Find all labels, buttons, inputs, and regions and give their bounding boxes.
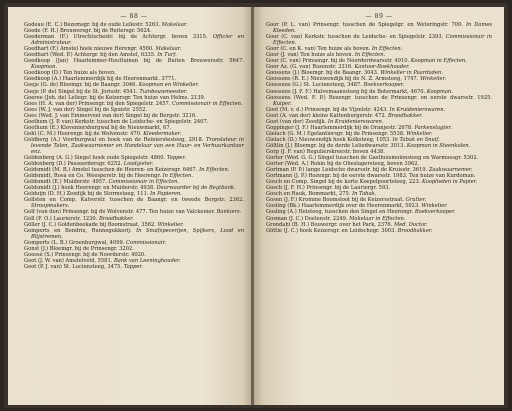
entry-occupation: Koopman. — [31, 64, 58, 71]
entry-occupation: Commissionair. — [126, 239, 167, 246]
entry-name: Gosch en Rauk, Bommarkt, 275. — [266, 191, 351, 198]
entry-occupation: Makelaar. — [155, 46, 182, 53]
entry-name: Goldsmidt, Rosa en Co. Weesperstr. bij de Heerengr. — [24, 173, 161, 180]
entry-name: Goot (J. W. van) Amstelveld, 5581. — [24, 257, 113, 264]
entry-name: Goor (J. van) Ten huize als boven. — [266, 52, 354, 59]
entry-name: Goedkoop (Jan) Haarlemmer-Houttuinen bij de Buiten Brouwersstr. 5647. — [24, 58, 244, 65]
entry-occupation: Bank van Leeninghouder. — [114, 257, 181, 264]
entry-occupation: Officier en Administrateur. — [31, 34, 245, 47]
entry-occupation: Kantoor-Boekhouder. — [354, 64, 410, 71]
entry-name: Goldberg (A.) Voorburgwal en hoek van de Reinierstesteeg, 2918. — [24, 136, 204, 143]
entry-occupation: In Tabak en Snuif. — [392, 136, 440, 143]
entry-name: Goossens (J.) Bloemgr. bij de Baangr. 3043. — [266, 70, 379, 77]
entry-name: Goot (van der) Zeedijk. — [266, 118, 327, 125]
entry-name: Grondahl (B. H.) Bouwergr. over het Park, 2376. — [266, 221, 393, 228]
entry-name: Goossens (R. E.) Nieuwendijk bij de N. Z. Armsteeg, 1747. — [266, 76, 419, 83]
entry-name: Goossens (G.) St. Luciensteeg, 3487. — [266, 82, 362, 89]
entry-occupation: Broodbakker. — [98, 215, 134, 222]
entry-name: Gosen (J. F.) Kromme Boomsloot bij de Keizersstraat. — [266, 197, 404, 204]
entry-name: Gohl (C. M.) Heerengr. bij de Wolvenstr. 470. — [24, 130, 142, 137]
entry-occupation: Commissionair in Effecten. — [273, 34, 492, 47]
entry-name: Goede (F. H.) Brouwersgr. bij de Reitersgr. 5624. — [24, 28, 152, 35]
left-page-number: — 88 — — [120, 13, 148, 20]
entry-occupation: Loodgieter. — [123, 161, 154, 168]
entry-name: Goes (H. A. van der) Prinsengr. bij den Spiegelstr. 2457. — [24, 100, 171, 107]
entry-name: Goor (P. L. van) Prinsengr. tusschen de Spiegelgr. en Weteringstr. 700. — [266, 22, 463, 28]
entry-occupation: Broodbakker. — [387, 112, 423, 119]
entry-name: Goor (C. en K. van) Ten huize als boven. — [266, 46, 371, 53]
entry-occupation: Kleedermaker. — [143, 130, 182, 137]
entry-occupation: Tuinbouwmeester. — [139, 88, 188, 95]
entry-name: Goot (A. van der) kleine Kattenburgerstr. 472. — [266, 112, 387, 119]
directory-entry — [24, 34, 244, 46]
right-page-number: — 89 — — [365, 13, 393, 20]
entry-occupation: Makelaar. — [161, 22, 188, 28]
directory-entry — [266, 22, 492, 34]
entry-occupation: Zaakwaarnemer. — [428, 167, 473, 174]
entry-occupation: Grutter. — [405, 197, 427, 204]
entry-occupation: Winkelier. — [419, 76, 447, 83]
entry-name: Goor (C. van) Prinsengr. bij de Noorderdwarsstr. 4910. — [266, 58, 410, 65]
entry-occupation: Bankiers. — [216, 209, 242, 216]
entry-name: Golf (van den) Prinsengr. bij de Wolvenstr. 477. Ten huize van Valckenier. — [24, 209, 215, 216]
entry-name: Goossens (J. F. F.) Halvemaanssteeg bij de Botermarkt, 4670. — [266, 88, 426, 95]
left-entries-list — [24, 22, 244, 270]
entry-name: Goot (P. J. van) St. Luciensteeg, 3475. — [24, 263, 123, 270]
entry-name: Gielach (D.) Nieuwendijk hoek Kolksteeg, 1053. — [266, 136, 391, 143]
entry-occupation: Kuiper. — [273, 100, 292, 107]
right-entries-list — [266, 22, 492, 234]
entry-name: Goldsmidt (M. B.) Amstel tusschen de Heeren- en Keizersgr. 6467. — [24, 167, 198, 174]
entry-occupation: Tapper. — [166, 155, 186, 162]
entry-name: Goll (F. O.) Laurierstr. 1230. — [24, 215, 98, 222]
directory-entry — [266, 34, 492, 46]
entry-occupation: Translateur in levende Talen, Zaakwaarnemer en Handelaar van een Huur- en Verhuurkantoor enz. — [31, 136, 244, 155]
left-page — [8, 7, 252, 405]
entry-name: Goethem (J. P. van) Kerkstr. tusschen de Leidsche- en Spiegelstr. 2407. — [24, 118, 209, 125]
entry-occupation: Koopman in Effecten. — [410, 58, 467, 65]
directory-entry — [24, 137, 244, 155]
entry-name: Goppinger (J. F.) Haarlemmerdijk bij de Oranjestr. 2678. — [266, 124, 413, 131]
entry-occupation: Winkelier in Paardaden. — [380, 70, 443, 77]
directory-entry — [24, 58, 244, 70]
entry-name: Goedkoop (D.) Ten huize als boven. — [24, 70, 116, 77]
entry-occupation: In Effecten. — [162, 173, 193, 180]
entry-name: Goldenberg (D.) Passeerdersgr. 6252. — [24, 161, 123, 168]
directory-entry — [24, 264, 244, 270]
directory-entry — [266, 95, 492, 107]
entry-name: Gonst (J.) Bloemgr. bij de Prinsengr. 3202. — [24, 245, 134, 252]
entry-name: Göltlin (J.) Bloemgr. bij de derde Leliedwarsstr. 3013. — [266, 142, 406, 149]
entry-name: Goossé (S.) Prinsengr. bij de Noorderstr. 4020. — [24, 251, 146, 258]
directory-entry — [266, 228, 492, 234]
entry-occupation: Parkenslagter. — [414, 124, 452, 131]
entry-occupation: Makelaar in Effecten. — [349, 215, 406, 222]
entry-name: Goes (Wed. J. van Emmerveel van der) Singel bij de Bergstr. 3216. — [24, 112, 197, 119]
entry-name: Goor Az. (G. van) Rozenstr. 3316. — [266, 64, 353, 71]
entry-name: Göttie (J. C.) hoek Keizersgr. en Leidschegr. 3003. — [266, 227, 396, 234]
entry-occupation: In Effecten. — [354, 52, 386, 59]
entry-name: Goedhart (F.) Amstel hoek nieuwe Herengr. 4560. — [24, 46, 154, 53]
entry-name: Goeje (G. de) Bloemgr. bij de Baangr. 3046. — [24, 82, 138, 89]
entry-name: Godeau (E. C.) Bezemsgr. bij de oude Leliestr. 5263. — [24, 22, 160, 28]
entry-occupation: In Tabak. — [352, 191, 377, 198]
entry-name: Gosman (J. C.) Doelenstr. 2249. — [266, 215, 348, 222]
entry-occupation: Winkelier. — [421, 203, 448, 210]
entry-occupation: Kooplieden in Papier. — [422, 179, 478, 186]
entry-occupation: Commissionair in Effecten. — [172, 100, 243, 107]
entry-name: Goldsmidt (E.) Muiderstr. 4957. — [24, 179, 107, 186]
entry-name: Gomperts en Bendrix, Runnegukkerij. — [24, 227, 132, 234]
entry-occupation: In Kruidenierswaren. — [389, 106, 446, 113]
entry-name: Gomperts (L. B.) Groenburgwal, 4099. — [24, 239, 125, 246]
entry-name: Goot (M. v. d.) Prinsengr. bij de Vijzelstr. 4243. — [266, 106, 388, 113]
entry-occupation: In Kruidenierswaren. — [327, 118, 384, 125]
entry-occupation: Koopman. — [426, 88, 453, 95]
entry-occupation: Winkelier. — [157, 221, 184, 228]
open-book — [4, 3, 508, 408]
entry-occupation: In Dames Kleeden. — [273, 22, 492, 35]
entry-occupation: Med. Doctor. — [393, 221, 428, 228]
entry-occupation: In Turf. — [157, 52, 177, 59]
directory-entry — [24, 197, 244, 209]
entry-occupation: In Effecten. — [372, 46, 403, 53]
entry-name: Goldsmidt (J.) hoek Heerengr. en Muiderstr. 4938. — [24, 185, 155, 192]
entry-occupation: In Snuifspecerijen, Spijkers, Lood en Blijstremen. — [31, 227, 244, 240]
entry-name: Goedkoop (A.) Haarlemmerdijk bij de Heerenmarkt. 3771. — [24, 76, 177, 83]
entry-occupation: Winkelier. — [406, 130, 433, 137]
entry-name: Gielach (G. M.) Egelantiersgr. bij de Prinsengr. 5538. — [266, 130, 405, 137]
entry-occupation: Tapper. — [123, 263, 143, 270]
entry-occupation: In Papieren. — [150, 191, 182, 198]
entry-occupation: Broodbakker. — [397, 227, 433, 234]
entry-occupation: Boekverkooper. — [414, 209, 456, 216]
directory-entry — [24, 228, 244, 240]
entry-name: Gorter (Wed. G. G.) Singel tusschen de Gasthuismolensteeg en Warmoesgr. 5302. — [266, 155, 479, 162]
entry-name: Gosch en Comp. Singel bij de korte Koepelpoortsteeg, 223. — [266, 179, 421, 186]
entry-name: Goedhart (Wed. P.) Achtergr. bij den Amstel, 6335. — [24, 52, 156, 59]
entry-name: Gosch (J. F. H.) Prinsengr. bij de Lauriergr. 593. — [266, 185, 391, 192]
entry-occupation: Deurwaarder bij de Regtbank. — [156, 185, 236, 192]
entry-occupation: Stroopmakers. — [31, 203, 70, 210]
entry-name: Golduijn (D. H.) Zeedijk bij de Stormsteeg, 111. — [24, 191, 149, 198]
entry-name: Goethum (E.) Kloveniersburgwal bij de Nieuwmarkt, 67. — [24, 124, 172, 131]
entry-name: Goederman (F.) Utrechtschestr. bij de Achtergr. boven 3315. — [24, 34, 208, 41]
entry-name: Gortman (P. P.) lange Leidsche dwarsstr. bij de Kruisstr. 3619. — [266, 167, 428, 174]
entry-occupation: In Effecten. — [199, 167, 230, 174]
entry-occupation: Commissionair in Effecten. — [108, 179, 180, 186]
entry-occupation: Koopman in Steenkolen. — [406, 142, 471, 149]
entry-name: Goeree (Joh. de) Leliegr. bij de Keizersgr. Ten huize van Helms. 2139. — [24, 94, 206, 101]
entry-occupation: Koopman en Winkelier. — [138, 82, 199, 89]
entry-name: Gollsten en Comp. Kalverstr. tusschen de Baangr. en tweede Bergstr. 2362. — [24, 197, 244, 204]
entry-occupation: Boekverkooper. — [363, 82, 405, 89]
entry-name: Goossens (Wed. F. P.) Rozengr. tusschen de Prinsengr. en eerste dwarsstr. 1925. — [266, 94, 492, 101]
entry-name: Goeje (P. de) Singel bij de St. Jorisstr. 4541. — [24, 88, 138, 95]
entry-name: Gorp (J. F. van) Regulierskreestr. boven 4438. — [266, 148, 385, 155]
entry-name: Goldenberg (A. G.) Singel hoek oude Spiegelstr. 4860. — [24, 155, 166, 162]
entry-name: Göller (J. C.) Goldenbeekade bij Boomstraat, 3562. — [24, 221, 156, 228]
entry-name: Gortmann (J. P.) Rozengr. bij de eerste dwarsstr. 1983. Ten huize van Kurdoman. — [266, 173, 476, 180]
entry-name: Goes (W. J. van der) Singel bij de Spuistr. 2552. — [24, 106, 148, 113]
right-page — [254, 7, 504, 405]
entry-name: Goor (C. van) Kerkstr. tusschen de Leidsche- en Spiegelstr. 2393. — [266, 34, 444, 41]
entry-name: Gosling (A.) Heisteeg, tusschen den Singel en Heerengr. — [266, 209, 414, 216]
entry-name: Gosling (Bk.) Haarlemmerdijk over de Heerenmarkt, 5023. — [266, 203, 420, 210]
entry-name: Gorter (Wed. A.) Rokin bij de Olieslagersteeg, boven 3962. — [266, 161, 420, 168]
